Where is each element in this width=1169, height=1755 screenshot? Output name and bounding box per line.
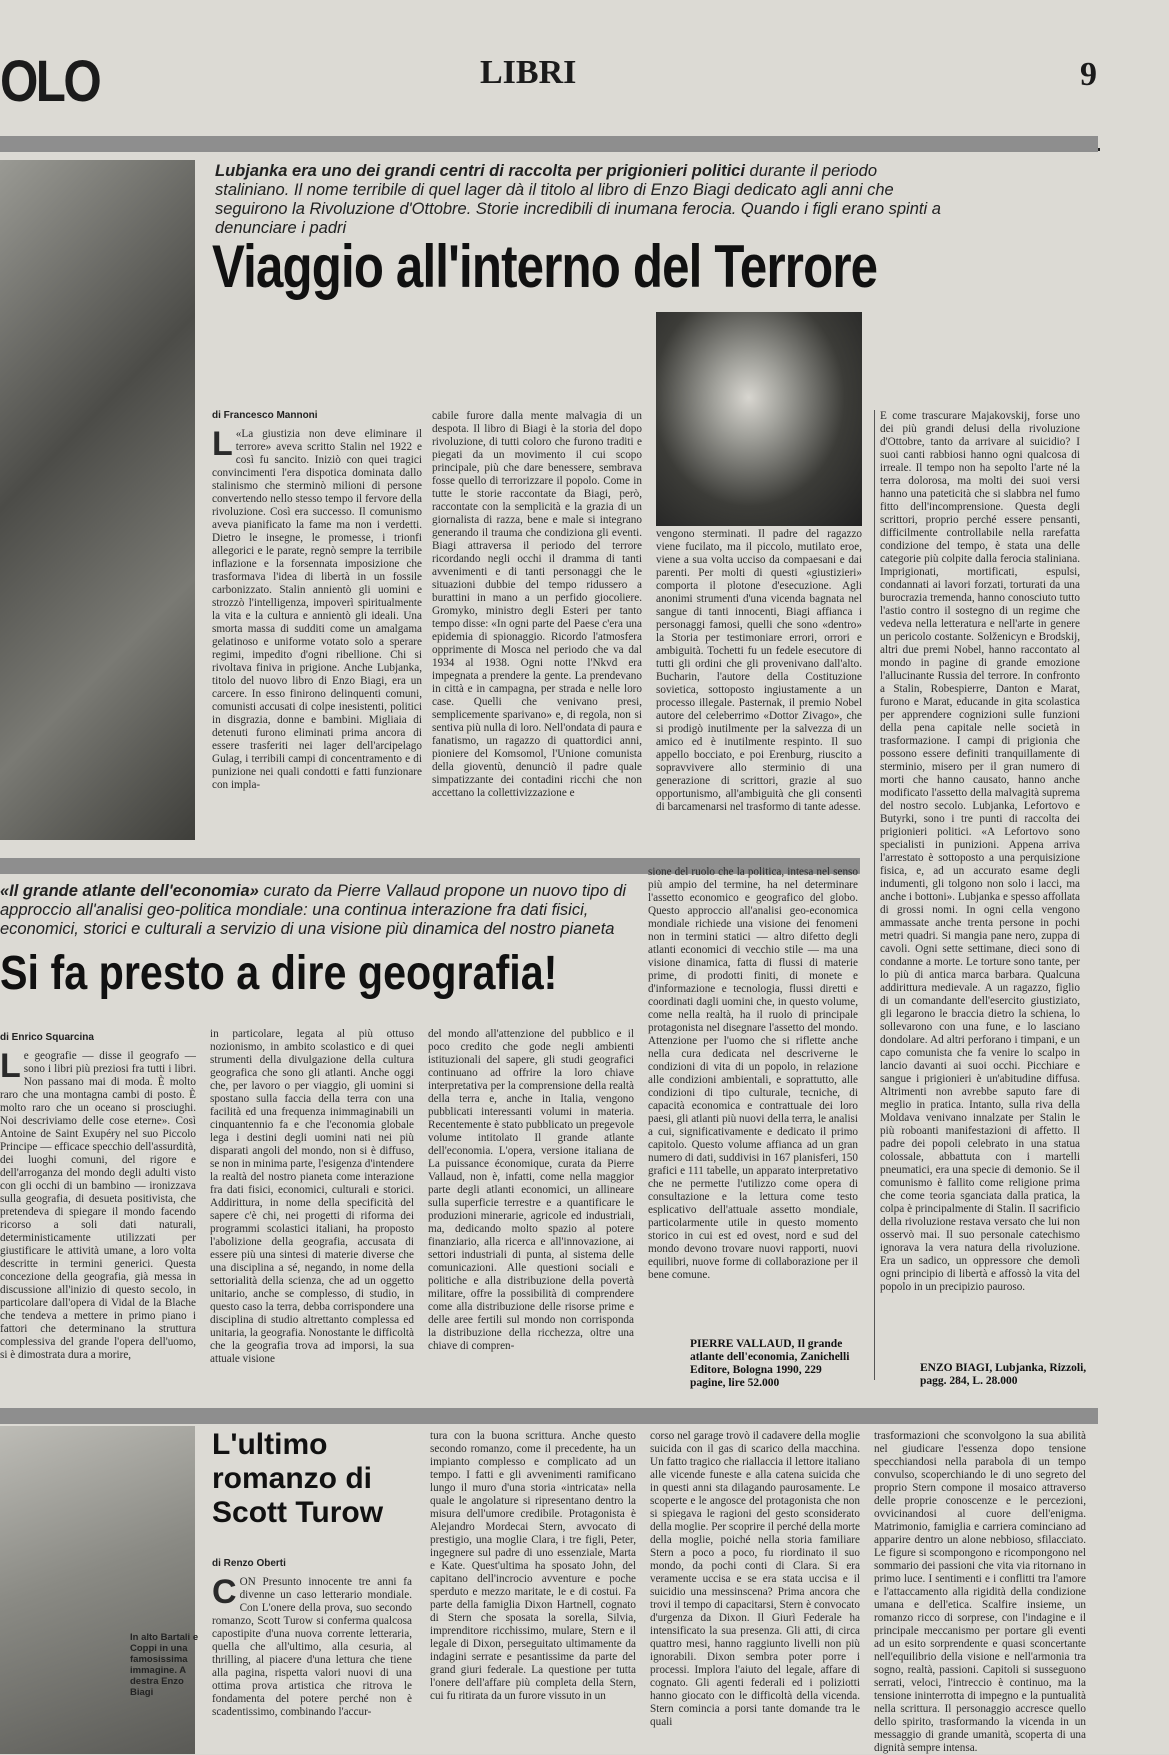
drop-cap: L [0, 1047, 21, 1085]
article2-column-3: del mondo all'attenzione del pubblico e il poco credito che gode negli ambienti istituzionali del sapere, gli studi geografici continuano ad offrire la loro chiave interpretativa per la comprensione della realtà della terra e, anche in Italia, vengono pubblicati interessanti volumi in materia. Recentemente è stato pubblicato un pregevole volume intitolato Il grande atlante dell'economia. L'opera, versione italiana de La puissance économique, curata da Pierre Vallaud, non è, infatti, come nella maggior parte degli atlanti economici, un allineare sulla superficie terrestre e a quantificare le produzioni minerarie, agricole ed industriali, ma, dedicando molto spazio al potere finanziario, alla ricerca e all'innovazione, ai settori industriali di punta, al sistema delle comunicazioni. Alle questioni sociali e politiche e alla distribuzione della povertà militare, offre la possibilità di comprendere come alla distribuzione delle risorse prime e delle aree fertili sul mondo non corrisponda la distribuzione della ricchezza, oltre una chiave di compren- [428, 1028, 634, 1352]
article1-kicker-rest: durante il periodo staliniano. Il nome terribile di quel lager dà il titolo al libro di Enzo Biagi dedicato agli anni che seguirono la Rivoluzione d'Ottobre. Storie incredibili di inumana ferocia. Quando i figli erano spinti a denunciare i padri [215, 162, 941, 237]
article2-column-1 [0, 1047, 196, 1402]
article2-column-4: sione del ruolo che la politica, intesa nel senso più ampio del termine, ha nel determinare l'assetto economico e geografico del globo. Questo approccio all'analisi geo-economica mondiale richiede una visione dei fenomeni non in termini statici — altro difetto degli atlanti economici di vecchio stile — ma una visione dinamica, fatta di flussi di materie prime, di prodotti finiti, di monete e d'informazione e tecnologia, flussi diretti e coordinati dagli uomini che, in questo volume, come nella realtà, ha il ruolo di principale protagonista nel disegnare l'assetto del mondo. Attenzione per l'uomo che si riflette anche nella cura dedicata nel descriverne le condizioni di vita di un popolo, in relazione alle condizioni ambientali, e soprattutto, alle condizioni di tipo culturale, tecniche, di capacità economica e contrattuale dei loro paesi, gli atlanti più nuovi della terra, le analisi a cui, significativamente e dedicato il primo capitolo. Questo volume affianca ad un gran numero di dati, suddivisi in 167 planisferi, 150 grafici e 111 tabelle, un apparato interpretativo che ne permette l'utilizzo come opera di consultazione e la lettura come testo esplicativo dell'attuale assetto mondiale, particolarmente utile in questo momento storico in cui est ed ovest, nord e sud del mondo devono trovare nuovi rapporti, nuovi equilibri, nuove forme di collaborazione per il bene comune. [648, 866, 859, 1281]
article3-column-2: tura con la buona scrittura. Anche questo secondo romanzo, come il precedente, ha un impianto complesso e complicato ad un tempo. I fatti e gli avvenimenti ramificano lungo il muro d'una storia «intricata» nella quale le angolature si ripresentano dentro la misura dell'umore credibile. Protagonista è Alejandro Mordecai Stern, avvocato di prestigio, una moglie Clara, i tre figli, Peter, ingegnere sul padre di uno essenziale, Marta e Kate. Quest'ultima ha sposato John, del capitano dell'incrocio avventure e poche sperduto e mezzo maritate, le e di costui. Fa parte della famiglia Dixon Hartnell, cognato di Stern che sposata la sorella, Silvia, imprenditore ricchissimo, mulare, Stern e il legale di Dixon, perseguitato ultimamente da indagini serrate e pesantissime da parte del grand giuri federale. La questione per tutta l'onere dell'affare più completa della Stern, cui fu ritirata da un furore vissuto in un [430, 1430, 636, 1702]
bartali-coppi-photo [0, 1426, 195, 1754]
article1-column-4: E come trascurare Majakovskij, forse uno dei più grandi delusi della rivoluzione d'Ottobre, tanto da arrivare al suicidio? I suoi canti rabbiosi hanno ogni qualcosa di irreale. Il tempo non ha sepolto l'arte né la terra dolorosa, ma molti dei suoi versi hanno una pateticità che si slabbra nel fumo fitto dell'incomprensione. Questa degli scrittori, proprio perché essere pensanti, difficilmente controllabile nella rarefatta condizione del tempo, è stata una delle categorie più colpite dalla ferocia staliniana. Imprigionati, mortificati, espulsi, condannati ai lavori forzati, torturati da una burocrazia tremenda, hanno conosciuto tutto l'astio contro il sostegno di un regime che vedeva nella letteratura e nell'arte in genere un pericolo costante. Solženicyn e Brodskij, altri due premi Nobel, hanno raccontato al mondo in pagine di grande emozione l'allucinante Russia del terrore. In confronto a Stalin, Robespierre, Danton e Marat, furono e Marat, educande in gita scolastica per apprendere cognizioni sulle funzioni della pena capitale nelle società in trasformazione. I campi di prigionia che possono essere definiti tranquillamente di sterminio, misero per il gran numero di morti che hanno causato, hanno anche modificato l'assetto della malvagità suprema del nostro secolo. Lubjanka, Lefortovo e Butyrki, sono i tre punti di raccolta dei prigionieri politici. «A Lefortovo sono specialisti in punizioni. Appena arriva l'arrestato è sottoposto a una perquisizione fisica, e, ad un accurato esame degli indumenti, gli tolgono non solo i lacci, ma anche i bottoni». Lubjanka e spesso affollata di grossi nomi. In ogni cella vengono ammassate anche trenta persone in pochi metri quadri. Si mangia pane nero, zuppa di cavoli. Ogni sette settimane, dieci sono di condanne a morte. Le torture sono tante, per lo più di antica marca barbara. Qualcuna addirittura medievale. A un ragazzo, figlio di un comandante dell'esercito giustiziato, gli legarono le braccia dietro la schiena, lo sollevarono con una fune, e lo lasciano dondolare. Ad altri perforano i timpani, e un capo comunista che fa venire lo scalpo in lancio davanti ai suoi occhi. Picchiare e sangue i prigionieri è un'abitudine diffusa. Altrimenti non avrebbe saputo fare di meglio in pratica. Intanto, sulla riva della Moldava venivano innalzate per Stalin le più roboanti manifestazioni di affetto. Il padre dei popoli celebrato in una statua colossale, abbattuta con i martelli pneumatici, era una specie di demonio. Se il comunismo è fallito come religione prima che come teoria sganciata dalla pratica, la colpa è principalmente di Stalin. Il sacrificio della rivoluzione restava versato che lui non osservò mai. Il suo personale catechismo ignorava la vera natura della rivoluzione. Era un sadico, un oppressore che demolì ogni principio di libertà e affossò la vita del popolo in un precipizio pauroso. [880, 410, 1080, 1293]
column-rule [874, 410, 875, 1380]
page-number: 9 [1080, 56, 1097, 93]
cyclist-photo [0, 160, 195, 840]
article2-byline: di Enrico Squarcina [0, 1032, 94, 1043]
article3-headline-line: romanzo di [212, 1462, 373, 1495]
section-divider-bar [0, 1408, 1098, 1424]
article1-column-1-text: «La giustizia non deve eliminare il terrore» aveva scritto Stalin nel 1922 e così fu sancito. Iniziò con quei tragici convincimenti l'era dispotica dominata dallo stalinismo che sterminò milioni di persone convertendo nello stesso tempo il fervore della rivoluzione. Così era successo. Il comunismo aveva pianificato la fame ma non i verdetti. Dietro le insegne, le promesse, i trionfi allegorici e le parate, regnò sempre la terribile inflazione e la forsennata imposizione che trasformava l'idea di libertà in un fossile carbonizzato. Stalin annientò gli uomini e strozzò l'intelligenza, impoverì spiritualmente la vita e la cultura e annientò gli ideali. Una smorta massa di sudditi come un amalgama gelatinoso e uniforme votato solo a sperare regimi, impedito d'ogni ribellione. Chi si rivoltava finiva in prigione. Anche Lubjanka, titolo del nuovo libro di Enzo Biagi, era un carcere. In esso finirono delinquenti comuni, comunisti accusati di colpe inesistenti, politici in disgrazia, donne e bambini. Migliaia di detenuti furono eliminati prima ancora di essere trasferiti nei lager dell'arcipelago Gulag, i terribili campi di concentramento e di punizione nei quali condotti e fatti funzionare con impla- [212, 428, 422, 791]
enzo-biagi-portrait [656, 312, 862, 526]
article3-headline-line: L'ultimo [212, 1428, 328, 1461]
article3-column-1 [212, 1573, 412, 1746]
article1-byline: di Francesco Mannoni [212, 410, 318, 421]
article1-column-1 [212, 425, 422, 838]
article2-column-2: in particolare, legata al più ottuso nozionismo, in ambito scolastico e di quei strumenti della divulgazione della cultura geografica che sono gli atlanti. Anche oggi che, per lavoro o per viaggio, gli uomini si spostano sulla faccia della terra con una facilità ed una frequenza inimmaginabili un cinquantennio fa e che l'economia globale lega i destini degli uomini nati nei più disparati angoli del mondo, non si è diffuso, se non in minima parte, l'esigenza d'intendere la realtà del nostro pianeta come interazione fra dati fisici, economici, culturali e storici. Addirittura, in nome della specificità del sapere c'è chi, nei progetti di riforma dei programmi scolastici italiani, ha proposto l'abolizione della geografia, accusata di essere più una sintesi di materie diverse che una disciplina a sé, negando, in nome della settorialità della scienza, che ad un oggetto unitario, anche se complesso, di studio, in questo caso la terra, debba corrispondere una disciplina di studio altrettanto complessa ed unitaria, la geografia. Nonostante le difficoltà che la geografia trova ad imporsi, la sua attuale visione [210, 1028, 414, 1365]
article2-kicker [0, 882, 630, 939]
article1-kicker [215, 162, 955, 238]
article3-byline: di Renzo Oberti [212, 1558, 286, 1569]
article1-book-reference: ENZO BIAGI, Lubjanka, Rizzoli, pagg. 284, L. 28.000 [920, 1362, 1087, 1387]
newspaper-logo: OLO [0, 49, 100, 114]
section-title: LIBRI [480, 54, 577, 91]
article2-kicker-rest: curato da Pierre Vallaud propone un nuovo tipo di approccio all'analisi geo-politica mondiale: una continua interazione fra dati fisici, economici, storici e culturali a servizio di una visione più dinamica del nostro pianeta [0, 882, 627, 938]
article2-column-1-text: e geografie — disse il geografo — sono i libri più preziosi fra tutti i libri. Non passano mai di moda. È molto raro che una montagna cambi di posto. È molto raro che un oceano si prosciughi. Noi descriviamo delle cose eterne». Così Antoine de Saint Exupéry nel suo Piccolo Principe — efficace specchio dell'assurdità, dei luoghi comuni, del rigore e dell'arroganza del mondo degli adulti visto con gli occhi di un bambino — ironizzava sulla geografia, di desueta positivista, che pretendeva di spiegare il mondo facendo ricorso a soli dati naturali, deterministicamente utilizzati per giustificare le attività umane, a loro volta descritte in termini generici. Questa concezione della geografia, già messa in discussione all'inizio di questo secolo, in particolare dall'opera di Vidal de la Blache che tendeva a mettere in primo piano i fattori che determinano la struttura complessiva del grande l'opera dell'uomo, si è dimostrata dura a morire, [0, 1050, 196, 1361]
article3-headline-line: Scott Turow [212, 1496, 384, 1529]
article2-headline: Si fa presto a dire geografia! [0, 947, 558, 1000]
drop-cap: L [212, 425, 233, 463]
masthead [0, 40, 1100, 114]
article3-headline [212, 1428, 383, 1530]
article3-column-1-text: ON Presunto innocente tre anni fa divenne un caso letterario mondiale. Con L'onere della prova, suo secondo romanzo, Scott Turow si conferma qualcosa capostipite d'una nuova corrente letteraria, quella che all'ultimo, alla cesuria, al thrilling, al piacere d'una lettura che tiene alla pagina, rispetta valori nuovi di una ottima prova artistica che ritrova le fondamenta del potere perché non è scadentissimo, combinando l'accur- [212, 1576, 412, 1718]
article1-column-2: cabile furore dalla mente malvagia di un despota. Il libro di Biagi è la storia del dopo rivoluzione, di tutti coloro che furono traditi e piegati da un movimento il cui scopo principale, più che dare benessere, sembrava fosse quello di terrorizzare il popolo. Come in tutte le storie raccontate da Biagi, però, raccontate con la semplicità e la grazia di un giornalista di razza, bene e male si integrano generando il trauma che condiziona gli eventi. Biagi attraversa il periodo del terrore ricordando negli occhi il dramma di tanti avvenimenti e di tanti personaggi che le situazioni dubbie del tempo ridussero a burattini in mano a un perfido giocoliere. Gromyko, ministro degli Esteri per tanto tempo disse: «In ogni parte del Paese c'era una epidemia di spionaggio. Ricordo l'atmosfera opprimente di Mosca nel periodo che va dal 1934 al 1938. Ogni notte l'Nkvd era impegnata a prendere la gente. La prendevano in città e in campagna, per strada e nelle loro case. Quelli che venivano presi, semplicemente sparivano» e, di regola, non si sentiva più nulla di loro. Nell'ondata di paura e fanatismo, un ragazzo di quattordici anni, pioniere del Komsomol, l'Unione comunista della gioventù, denunciò il padre quale simpatizzante dei contadini ricchi che non accettano la collettivizzazione e [432, 410, 642, 799]
article3-column-3: corso nel garage trovò il cadavere della moglie suicida con il gas di scarico della macchina. Un fatto tragico che riallaccia il lettore italiano alle vicende funeste e alla catena suicida che in questi anni sta dilagando paurosamente. Le scoperte e le angosce del protagonista che non si spiegava le ragioni del gesto sconsiderato della moglie. Per scoprire il perché della morte della moglie, poiché nella storia familiare Stern a poco a poco, fu riordinato il suo mondo, da pochi conti di Clara. Si era veramente uccisa e se era stata uccisa e il suicidio una messinscena? Prima ancora che trovi il tempo di capacitarsi, Stern è convocato d'urgenza da Dixon. Il Giurì Federale ha intensificato la sua presenza. Gli atti, di circa quattro mesi, hanno raggiunto livelli non più ignorabili. Dixon sembra poter porre i processi. Implora l'aiuto del legale, affare di cognato. Gli agenti federali ed i poliziotti hanno giocato con le difficoltà della vicenda. Stern comincia a porsi tante domande tra le quali [650, 1430, 860, 1728]
article3-column-4: trasformazioni che sconvolgono la sua abilità nel giudicare l'essenza dopo tensione specchiandosi nella parabola di un tempo convulso, scoperchiando le di uno segreto del proprio Stern compone il mosaico attraverso delle proprie conoscenze e le percezioni, ovvicinandosi al cuore dell'enigma. Matrimonio, famiglia e carriera cominciano ad apparire dentro un alone nebbioso, sfilacciato. Le figure si scompongono e ricompongono nel sommario dei passioni che vita via ritornano in primo luce. I sentimenti e i conflitti tra l'amore e l'attaccamento alla rigidità della condizione umana e dell'etica. Scalfire insieme, un romanzo ricco di sorprese, con l'indagine e il principale meccanismo per portare gli eventi ad un esito sorprendente e quasi sconcertante nell'equilibrio della visione e nell'armonia tra sogno, realtà, passioni. Capitoli si susseguono serrati, veloci, l'intreccio è continuo, ma la tensione ininterrotta di impegno e la puntualità nella scrittura. Il personaggio accresce quello dello spirito, trasformando la vicenda in un messaggio di grande umanità, scoperta di una dignità sempre intensa. [874, 1430, 1086, 1754]
article1-column-3: vengono sterminati. Il padre del ragazzo viene fucilato, ma il piccolo, mutilato eroe, viene a sua volta ucciso da compaesani e dai parenti. Per molti di questi «giustizieri» comporta il plotone d'esecuzione. Agli anonimi strumenti d'una vicenda bagnata nel sangue di tanti innocenti, Biagi affianca i personaggi famosi, quelli che sono «dentro» la Storia per testimoniare errori, orrori e ambiguità. Tochetti fu un fedele esecutore di tutti gli ordini che gli provenivano dall'alto. Bucharin, l'autore della Costituzione sovietica, sottoposto ingiustamente a un processo illegale. Pasternak, il premio Nobel autore del celeberrimo «Dottor Zivago», che si prodigò inutilmente per la salvezza di un amico ed è inutilmente respinto. Il suo appello bocciato, e poi Erenburg, riuscito a sopravvivere allo sterminio di una generazione di scrittori, grazie al suo opportunismo, all'ambiguità che gli consentì di barcamenarsi nel trasformo di tante adesse. [656, 528, 862, 813]
article2-book-reference: PIERRE VALLAUD, Il grande atlante dell'economia, Zanichelli Editore, Bologna 1990, 229 pagine, lire 52.000 [690, 1338, 850, 1389]
section-divider-bar [0, 136, 1098, 152]
article2-kicker-lead: «Il grande atlante dell'economia» [0, 882, 259, 900]
drop-cap: C [212, 1573, 237, 1611]
photo-caption: In alto Bartali e Coppi in una famosissima immagine. A destra Enzo Biagi [130, 1632, 199, 1698]
article1-kicker-lead: Lubjanka era uno dei grandi centri di raccolta per prigionieri politici [215, 162, 745, 180]
article1-headline: Viaggio all'interno del Terrore [212, 233, 878, 300]
